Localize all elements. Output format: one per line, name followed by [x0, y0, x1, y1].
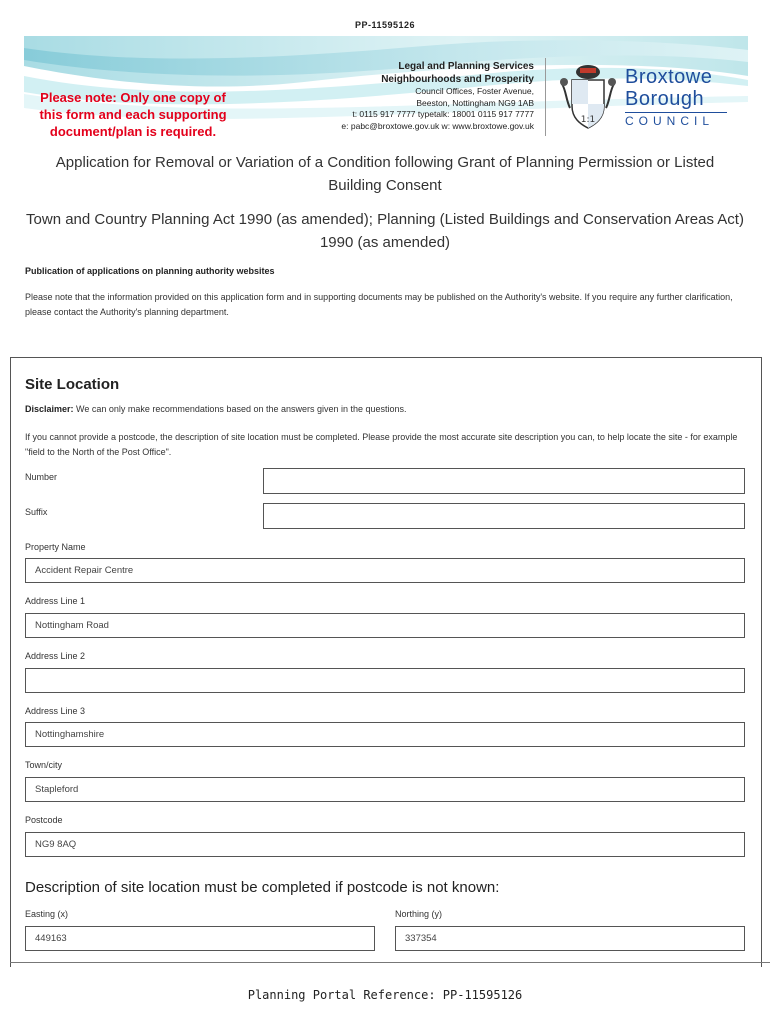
footer-reference: Planning Portal Reference: PP-11595126 [247, 988, 523, 1002]
council-crest-icon [558, 60, 618, 132]
crest-motto: 1:1 [580, 115, 596, 125]
description-heading: Description of site location must be completed if postcode is not known: [25, 879, 500, 896]
easting-field[interactable]: 449163 [25, 926, 375, 951]
postcode-label: Postcode [25, 815, 63, 825]
town-city-field[interactable]: Stapleford [25, 777, 745, 802]
address-line-1-label: Address Line 1 [25, 596, 86, 606]
address-line-1-field[interactable]: Nottingham Road [25, 613, 745, 638]
disclaimer-label: Disclaimer: [25, 404, 74, 414]
brand-line-1: Broxtowe [625, 66, 713, 88]
council-brand [625, 66, 727, 128]
number-label: Number [25, 472, 58, 482]
town-city-label: Town/city [25, 760, 63, 770]
email-web-line: e: pabc@broxtowe.gov.uk w: www.broxtowe.gov.uk [341, 120, 534, 131]
property-name-field[interactable]: Accident Repair Centre [25, 558, 745, 583]
legislation-subtitle: Town and Country Planning Act 1990 (as amended); Planning (Listed Buildings and Conservation Areas Act) 1990 (as amended) [26, 211, 744, 251]
brand-line-3: COUNCIL [625, 112, 727, 128]
disclaimer-text: We can only make recommendations based on the answers given in the questions. [73, 404, 407, 414]
suffix-field[interactable] [263, 503, 745, 529]
disclaimer [25, 404, 407, 414]
directorate-name: Neighbourhoods and Prosperity [381, 74, 534, 85]
address-line-2-label: Address Line 2 [25, 651, 86, 661]
northing-field[interactable]: 337354 [395, 926, 745, 951]
number-field[interactable] [263, 468, 745, 494]
one-copy-note: Please note: Only one copy of this form and each supporting document/plan is required. [39, 90, 227, 139]
property-name-label: Property Name [25, 542, 86, 552]
address-line-3-label: Address Line 3 [25, 706, 86, 716]
suffix-label: Suffix [25, 507, 48, 517]
publication-text: Please note that the information provided on this application form and in supporting documents may be published on the Authority's website. If you require any further clarification, please contact the Authority's planning department. [25, 292, 733, 317]
section-title: Site Location [25, 376, 120, 393]
postcode-field[interactable]: NG9 8AQ [25, 832, 745, 857]
site-help-text: If you cannot provide a postcode, the description of site location must be completed. Please provide the most accurate site description you can, to help locate the site - for example "field to the North of the Post Office". [25, 432, 738, 457]
address-line: Council Offices, Foster Avenue, [415, 86, 534, 96]
address-line-3-field[interactable]: Nottinghamshire [25, 722, 745, 747]
phone-line: t: 0115 917 7777 typetalk: 18001 0115 917 7777 [352, 109, 534, 119]
department-name: Legal and Planning Services [398, 61, 534, 72]
council-contact-block [274, 60, 534, 132]
page-title: Application for Removal or Variation of a Condition following Grant of Planning Permission or Listed Building Consent [55, 154, 715, 194]
northing-label: Northing (y) [395, 909, 443, 919]
reference-number: PP-11595126 [354, 20, 416, 30]
easting-label: Easting (x) [25, 909, 69, 919]
brand-line-2: Borough [625, 88, 705, 110]
publication-heading: Publication of applications on planning authority websites [25, 266, 275, 276]
header-divider [545, 58, 546, 136]
address-line: Beeston, Nottingham NG9 1AB [416, 97, 534, 108]
panel-divider [10, 962, 770, 963]
address-line-2-field[interactable] [25, 668, 745, 693]
